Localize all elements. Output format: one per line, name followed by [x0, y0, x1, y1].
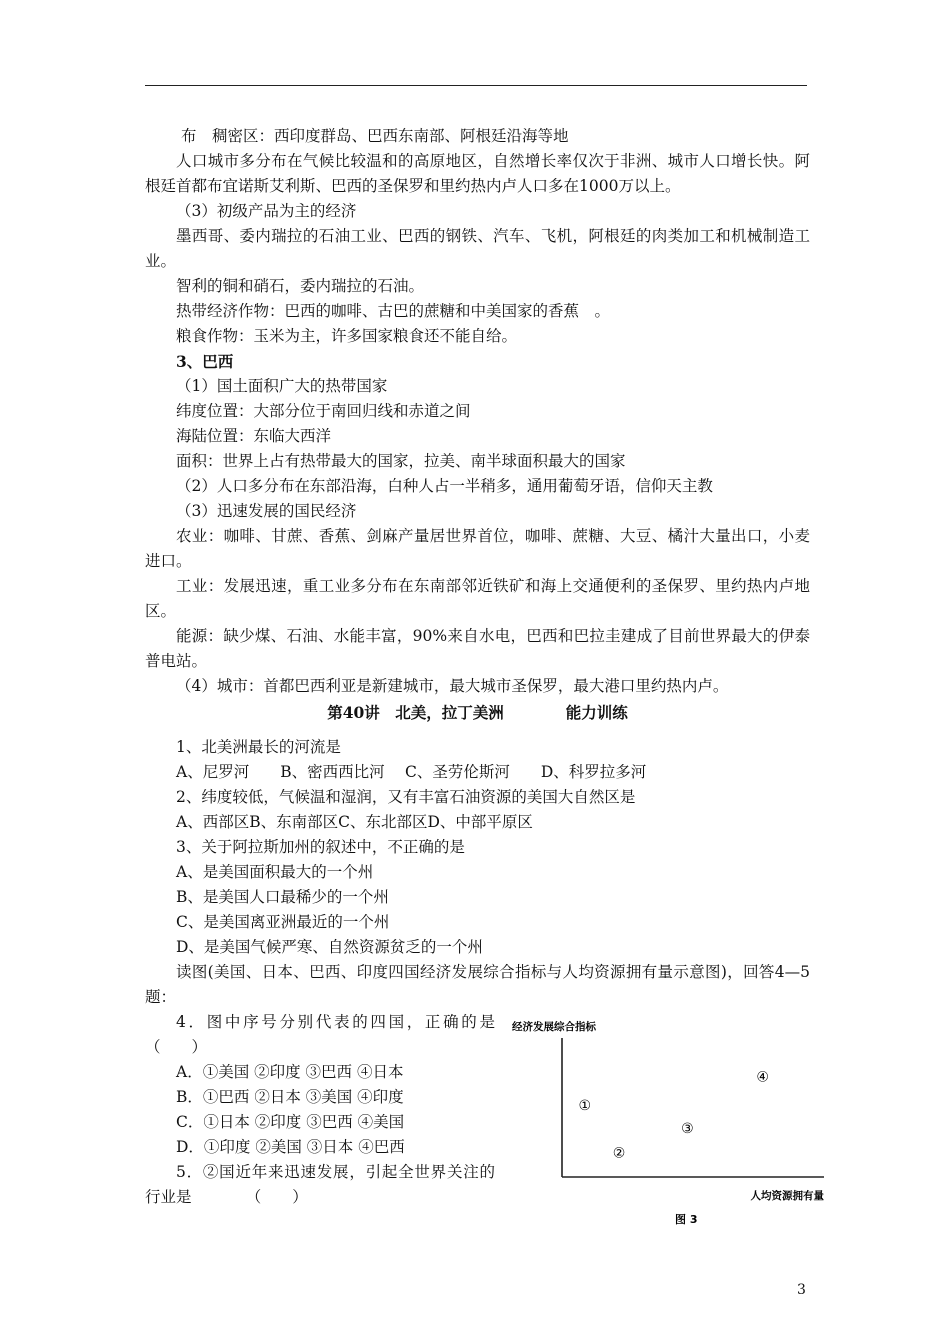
- figure-caption: 图 3: [675, 1213, 698, 1226]
- question-line: B、是美国人口最稀少的一个州: [176, 888, 389, 906]
- question-line: D、是美国气候严寒、自然资源贫乏的一个州: [176, 938, 483, 956]
- question-line: A、西部区B、东南部区C、东北部区D、中部平原区: [176, 813, 533, 831]
- text-line: 农业：咖啡、甘蔗、香蕉、剑麻产量居世界首位，咖啡、蔗糖、大豆、橘汁大量出口，小麦进口。: [145, 527, 810, 570]
- text-line: 能源：缺少煤、石油、水能丰富，90%来自水电，巴西和巴拉圭建成了目前世界最大的伊泰普电站。: [145, 627, 810, 670]
- text-line: 墨西哥、委内瑞拉的石油工业、巴西的钢铁、汽车、飞机，阿根廷的肉类加工和机械制造工业。: [145, 227, 810, 270]
- y-axis-label: 经济发展综合指标: [512, 1021, 596, 1033]
- data-points: [579, 1070, 769, 1162]
- text-line: 工业：发展迅速，重工业多分布在东南部邻近铁矿和海上交通便利的圣保罗、里约热内卢地区。: [145, 577, 810, 620]
- choice-list: [145, 1010, 495, 1210]
- text-line: （3）迅速发展的国民经济: [176, 502, 357, 520]
- text-line: （4）城市：首都巴西利亚是新建城市，最大城市圣保罗，最大港口里约热内卢。: [176, 677, 729, 695]
- text-line: 人口城市多分布在气候比较温和的高原地区，自然增长率仅次于非洲、城市人口增长快。阿根廷首都布宜诺斯艾利斯、巴西的圣保罗和里约热内卢人口多在1000万以上。: [145, 152, 810, 195]
- text-line: 海陆位置：东临大西洋: [176, 427, 332, 445]
- text-line: 粮食作物：玉米为主，许多国家粮食还不能自给。: [176, 327, 518, 345]
- x-axis-label: 人均资源拥有量: [750, 1190, 824, 1202]
- question-with-figure: [145, 1010, 824, 1226]
- choice-line: 5．②国近年来迅速发展，引起全世界关注的行业是 （ ）: [145, 1163, 495, 1206]
- choice-line: 4．图中序号分别代表的四国，正确的是（ ）: [145, 1013, 495, 1056]
- scatter-chart: [500, 1018, 830, 1228]
- choice-line: B．①巴西 ②日本 ③美国 ④印度: [176, 1088, 404, 1106]
- text-line: （3）初级产品为主的经济: [176, 202, 357, 220]
- questions-section: [145, 735, 810, 1010]
- question-line: 1、北美洲最长的河流是: [176, 738, 341, 756]
- point-label: ③: [681, 1121, 694, 1138]
- text-line: （1）国土面积广大的热带国家: [176, 377, 388, 395]
- lecture-title: 第40讲 北美，拉丁美洲 能力训练: [327, 703, 628, 722]
- point-label: ②: [612, 1145, 626, 1162]
- question-line: A、尼罗河 B、密西西比河 C、圣劳伦斯河 D、科罗拉多河: [176, 763, 647, 781]
- text-line: 面积：世界上占有热带最大的国家，拉美、南半球面积最大的国家: [176, 452, 626, 470]
- header-rule: [145, 85, 807, 86]
- text-line: 智利的铜和硝石，委内瑞拉的石油。: [176, 277, 425, 295]
- page-content: [145, 124, 824, 1226]
- page-number: 3: [797, 1282, 806, 1298]
- choice-line: C．①日本 ②印度 ③巴西 ④美国: [176, 1113, 405, 1131]
- question-line: 3、关于阿拉斯加州的叙述中，不正确的是: [176, 838, 465, 856]
- question-line: 2、纬度较低，气候温和湿润，又有丰富石油资源的美国大自然区是: [176, 788, 636, 806]
- text-line: （2）人口多分布在东部沿海，白种人占一半稍多，通用葡萄牙语，信仰天主教: [176, 477, 713, 495]
- choice-line: A．①美国 ②印度 ③巴西 ④日本: [176, 1063, 404, 1081]
- question-line: A、是美国面积最大的一个州: [176, 863, 374, 881]
- text-line: 纬度位置：大部分位于南回归线和赤道之间: [176, 402, 471, 420]
- question-line: C、是美国离亚洲最近的一个州: [176, 913, 390, 931]
- upper-section: [145, 124, 810, 699]
- text-line: 布 稠密区：西印度群岛、巴西东南部、阿根廷沿海等地: [181, 127, 569, 145]
- point-label: ①: [578, 1097, 592, 1114]
- question-line: 读图(美国、日本、巴西、印度四国经济发展综合指标与人均资源拥有量示意图)，回答4—5题：: [145, 963, 810, 1006]
- choice-line: D．①印度 ②美国 ③日本 ④巴西: [176, 1138, 405, 1156]
- text-line: 热带经济作物：巴西的咖啡、古巴的蔗糖和中美国家的香蕉 。: [176, 302, 611, 320]
- text-line: 3、巴西: [176, 352, 234, 371]
- figure-3: [500, 1018, 830, 1228]
- point-label: ④: [756, 1069, 769, 1086]
